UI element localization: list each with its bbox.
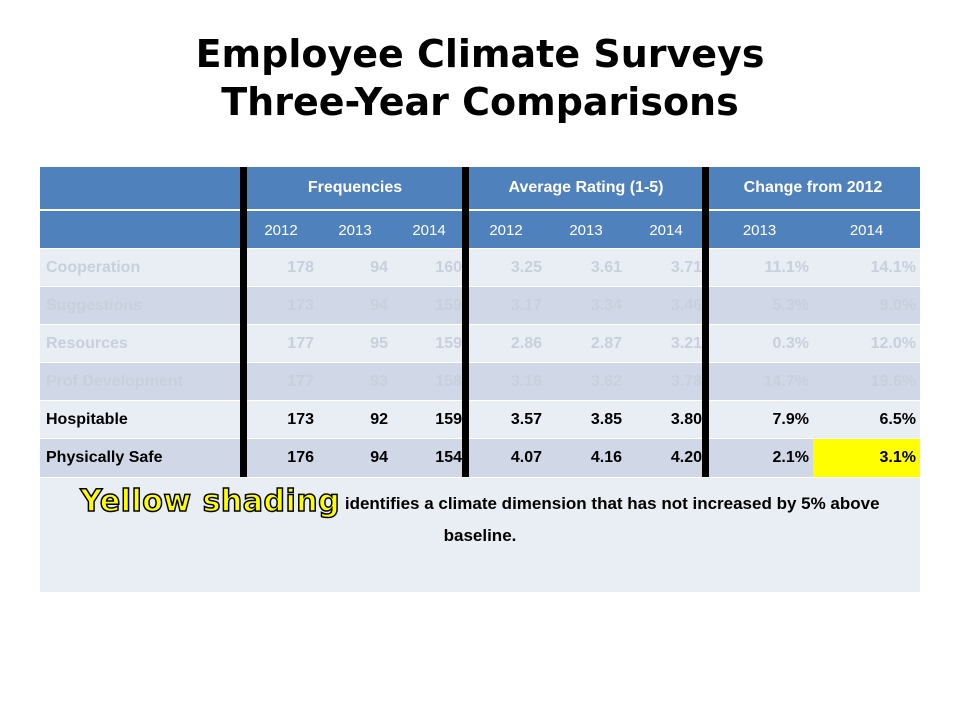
table-cell: 173 <box>287 297 314 314</box>
table-cell: 2.87 <box>590 335 622 352</box>
table-cell: 3.71 <box>670 259 702 276</box>
table-row <box>40 324 920 363</box>
group-header-change: Change from 2012 <box>743 179 883 196</box>
year-header: 2012 <box>489 221 523 239</box>
row-label: Cooperation <box>46 259 141 276</box>
table-cell: 3.25 <box>510 259 542 276</box>
table-row <box>40 400 920 439</box>
footnote-panel <box>40 477 920 592</box>
table-cell: 2.86 <box>510 335 542 352</box>
table-cell: 3.34 <box>590 297 622 314</box>
group-header-average-rating: Average Rating (1-5) <box>508 179 664 196</box>
table-cell: 92 <box>370 411 388 428</box>
footnote <box>60 486 900 552</box>
table-cell: 177 <box>287 335 314 352</box>
table-cell: 6.5% <box>879 411 916 428</box>
table-cell: 3.21 <box>670 335 702 352</box>
table-cell: 9.0% <box>879 297 916 314</box>
footnote-text: identifies a climate dimension that has not increased by 5% above baseline. <box>340 494 880 545</box>
row-label: Resources <box>46 335 128 352</box>
table-cell: 3.46 <box>670 297 702 314</box>
table-row <box>40 362 920 401</box>
row-label: Prof Development <box>46 373 183 390</box>
table-cell: 3.17 <box>510 297 542 314</box>
year-header: 2013 <box>569 221 603 239</box>
table-cell: 159 <box>435 335 462 352</box>
year-header-row <box>40 210 920 249</box>
table-cell: 3.80 <box>670 411 702 428</box>
table-cell: 7.9% <box>772 411 809 428</box>
title-line-1: Employee Climate Surveys <box>195 32 765 76</box>
table-cell: 94 <box>370 259 388 276</box>
year-header: 2012 <box>264 221 298 239</box>
table-cell: 5.3% <box>772 297 809 314</box>
column-divider <box>240 167 247 477</box>
year-header: 2013 <box>742 221 777 239</box>
group-header-row <box>40 167 920 209</box>
row-label: Physically Safe <box>46 449 163 466</box>
table-cell: 94 <box>370 297 388 314</box>
title-line-2: Three-Year Comparisons <box>221 80 739 124</box>
table-cell: 4.20 <box>670 449 702 466</box>
table-cell: 158 <box>435 373 462 390</box>
table-cell: 3.62 <box>590 373 622 390</box>
table-cell: 3.16 <box>510 373 542 390</box>
column-divider <box>702 167 709 477</box>
table-cell: 12.0% <box>870 335 916 352</box>
table-cell: 11.1% <box>764 259 809 276</box>
table-cell: 3.78 <box>670 373 702 390</box>
yellow-shading-label: Yellow shading <box>80 484 341 519</box>
table-cell: 154 <box>435 449 462 466</box>
table-cell: 4.16 <box>590 449 622 466</box>
table-row <box>40 438 920 477</box>
group-header-frequencies: Frequencies <box>307 179 403 196</box>
table-cell: 2.1% <box>772 449 809 466</box>
year-header: 2014 <box>849 221 884 239</box>
year-header: 2013 <box>338 221 372 239</box>
year-header: 2014 <box>412 221 446 239</box>
slide-title <box>0 30 960 126</box>
table-cell: 94 <box>370 449 388 466</box>
table-cell: 93 <box>370 373 388 390</box>
table-cell: 95 <box>370 335 388 352</box>
table-cell: 177 <box>287 373 314 390</box>
table-row <box>40 286 920 325</box>
table-cell: 4.07 <box>510 449 542 466</box>
table-cell: 3.57 <box>510 411 542 428</box>
table-cell: 159 <box>435 411 462 428</box>
table-cell: 160 <box>435 259 462 276</box>
table-row <box>40 248 920 287</box>
row-label: Hospitable <box>46 411 128 428</box>
table-cell: 3.61 <box>590 259 622 276</box>
table-cell: 0.3% <box>772 335 809 352</box>
table-cell: 176 <box>287 449 314 466</box>
table-cell: 3.85 <box>590 411 622 428</box>
table-cell: 178 <box>287 259 314 276</box>
table-cell: 14.7% <box>763 373 809 390</box>
row-label: Suggestions <box>46 297 143 314</box>
column-divider <box>462 167 469 477</box>
table-cell: 173 <box>287 411 314 428</box>
table-cell: 159 <box>435 297 462 314</box>
year-header: 2014 <box>649 221 683 239</box>
highlighted-cell: 3.1% <box>813 439 920 477</box>
table-cell: 19.6% <box>870 373 916 390</box>
table-cell: 14.1% <box>870 259 916 276</box>
